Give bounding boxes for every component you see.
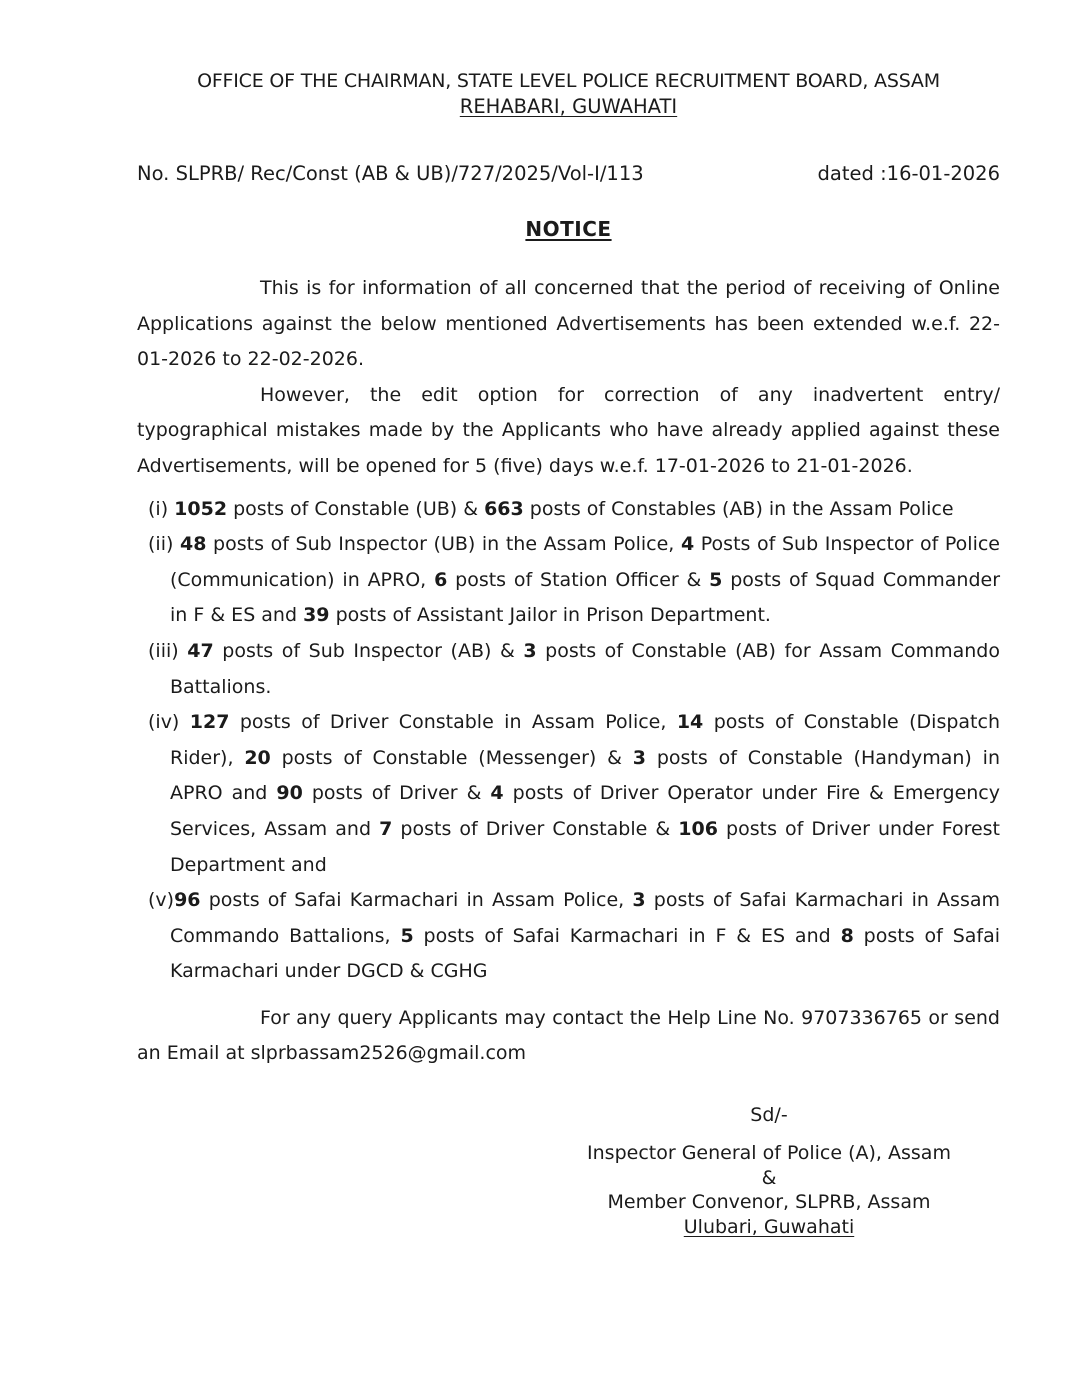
letterhead — [137, 69, 1000, 119]
paragraph-edit-option: However, the edit option for correction of any inadvertent entry/ typographical mistakes made by the Applicants who have already applied against these Advertisements, will be opened for 5 (five) days w.e.f. 17-01-2026 to 21-01-2026. — [137, 383, 1000, 477]
list-marker: (ii) — [148, 533, 180, 556]
list-marker: (iii) — [148, 639, 188, 662]
notice-body — [137, 271, 1000, 1072]
list-item-iv — [148, 705, 1000, 883]
list-marker: (iv) — [148, 711, 190, 734]
reference-date: dated :16-01-2026 — [817, 162, 1000, 185]
signature-sd: Sd/- — [750, 1104, 788, 1127]
notice-heading: NOTICE — [525, 217, 612, 241]
paragraph-extension: This is for information of all concerned that the period of receiving of Online Applications against the below mentioned Advertisements has been extended w.e.f. 22-01-2026 to 22-02-2026. — [137, 277, 1000, 371]
signature-block — [554, 1103, 984, 1239]
reference-row — [137, 161, 1000, 186]
list-text: 1052 posts of Constable (UB) & 663 posts of Constables (AB) in the Assam Police — [174, 497, 954, 520]
signatory-designation-2: Member Convenor, SLPRB, Assam — [607, 1191, 931, 1214]
signatory-ampersand: & — [761, 1166, 777, 1189]
list-marker: (i) — [148, 497, 175, 520]
list-item-ii — [148, 527, 1000, 634]
list-item-v — [148, 883, 1000, 990]
reference-number: No. SLPRB/ Rec/Const (AB & UB)/727/2025/Vol-I/113 — [137, 162, 644, 185]
office-location: REHABARI, GUWAHATI — [459, 95, 678, 118]
list-text: 47 posts of Sub Inspector (AB) & 3 posts of Constable (AB) for Assam Commando Battalions. — [170, 639, 1000, 698]
advertisement-list — [137, 492, 1000, 990]
signatory-location: Ulubari, Guwahati — [683, 1215, 855, 1238]
paragraph-helpline: For any query Applicants may contact the Help Line No. 9707336765 or send an Email at slprbassam2526@gmail.com — [137, 1006, 1000, 1065]
signatory-designation-1: Inspector General of Police (A), Assam — [587, 1142, 951, 1165]
list-marker: (v) — [148, 889, 175, 912]
list-text: 127 posts of Driver Constable in Assam Police, 14 posts of Constable (Dispatch Rider), 20 posts of Constable (Messenger) & 3 posts of Constable (Handyman) in APRO and 90 posts of Driver & 4 posts of Driver Operator under Fire & Emergency Services, Assam and 7 posts of Driver Constable & 106 posts of Driver under Forest Department and — [170, 711, 1001, 876]
list-text: 48 posts of Sub Inspector (UB) in the Assam Police, 4 Posts of Sub Inspector of Police (Communication) in APRO, 6 posts of Station Officer & 5 posts of Squad Commander in F & ES and 39 posts of Assistant Jailor in Prison Department. — [170, 533, 1000, 627]
office-title: OFFICE OF THE CHAIRMAN, STATE LEVEL POLICE RECRUITMENT BOARD, ASSAM — [197, 70, 940, 92]
list-item-iii — [148, 634, 1000, 705]
list-text: 96 posts of Safai Karmachari in Assam Police, 3 posts of Safai Karmachari in Assam Commando Battalions, 5 posts of Safai Karmachari in F & ES and 8 posts of Safai Karmachari under DGCD & CGHG — [170, 889, 1001, 983]
list-item-i — [148, 492, 1000, 528]
